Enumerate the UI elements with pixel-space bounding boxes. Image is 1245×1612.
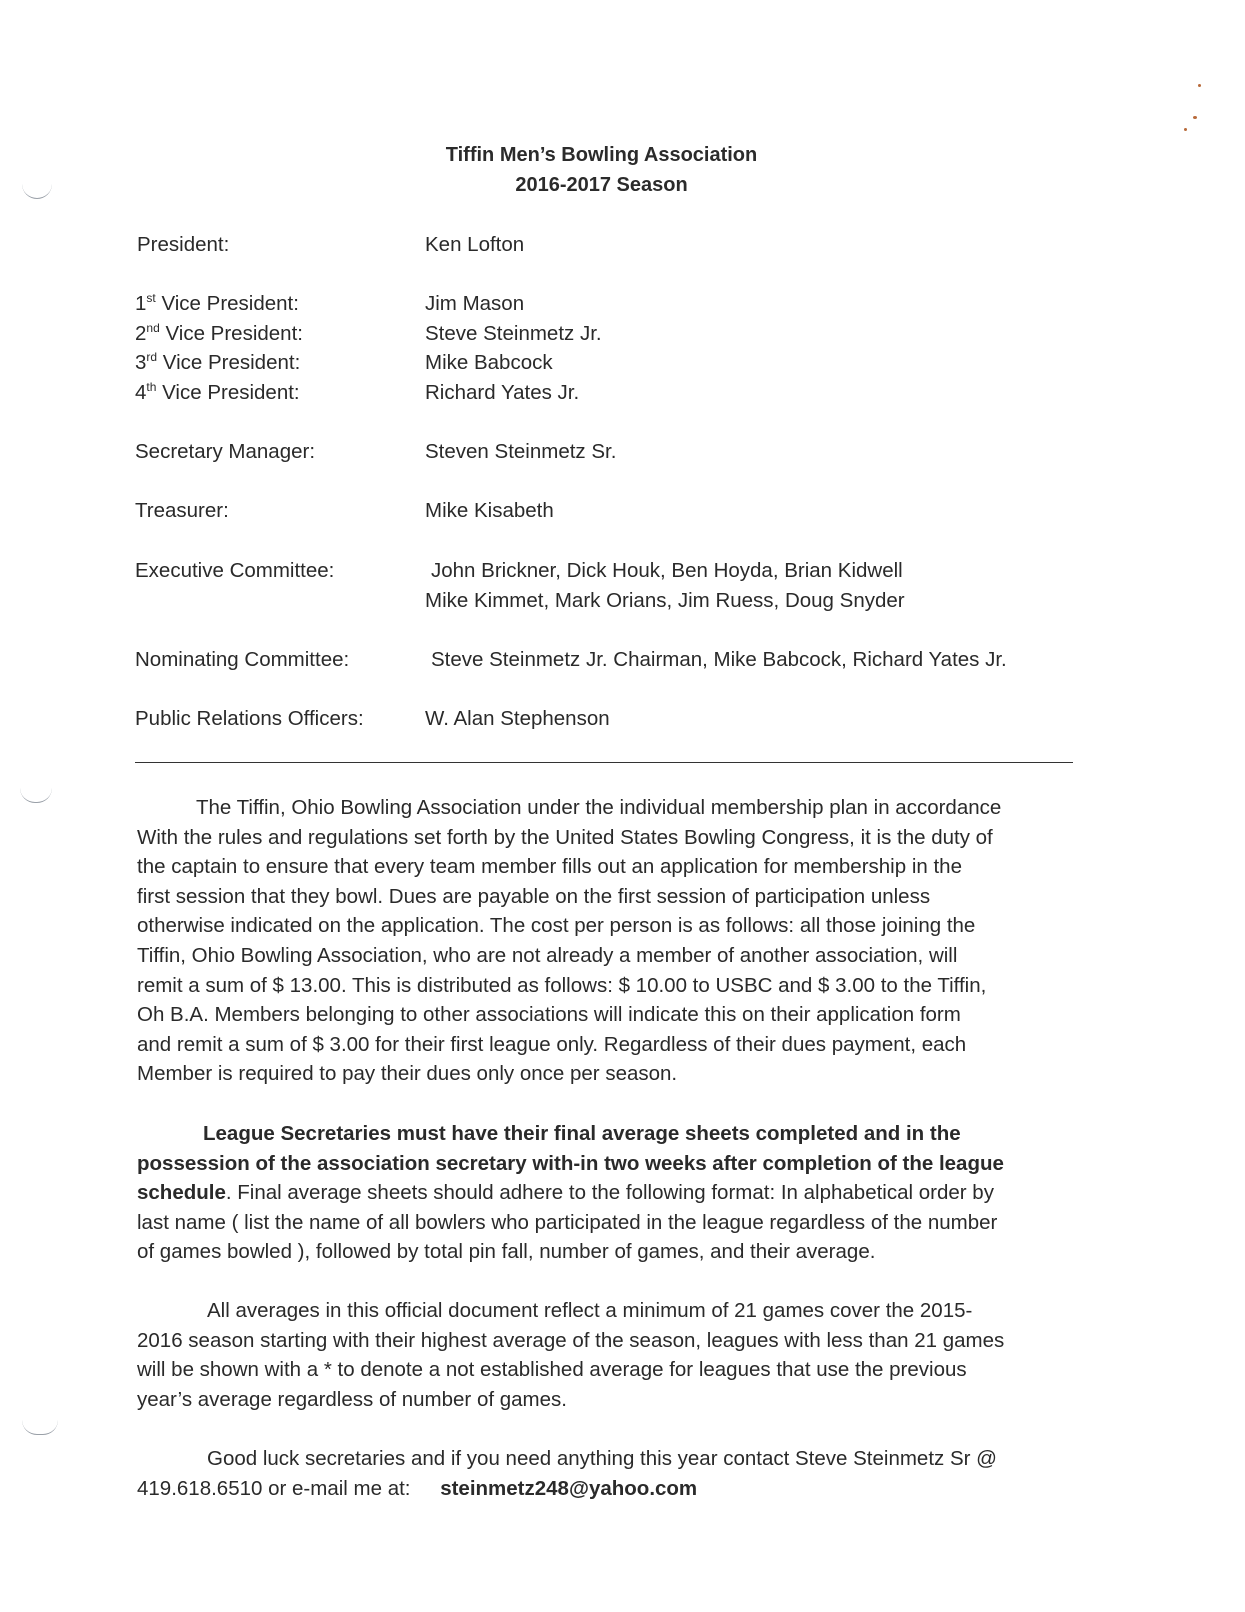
officer-row-vp1: 1st Vice President: Jim Mason xyxy=(135,289,1095,319)
officer-label: Vice President: xyxy=(157,351,301,374)
officer-value: W. Alan Stephenson xyxy=(425,707,610,730)
officer-value: Mike Babcock xyxy=(425,351,553,374)
officer-row-nominating xyxy=(135,645,1095,675)
officer-label: President: xyxy=(137,233,230,256)
secretaries-paragraph: League Secretaries must have their final average sheets completed and in the possession of the association secretary with-in two weeks after completion of the league schedule. Final average sheets should adhere to the following format: In alphabetical order by last name ( list the name of all bowlers who participated in the league regardless of the number of games bowled ), followed by total pin fall, number of games, and their average. xyxy=(137,1122,1004,1264)
officer-value: Steve Steinmetz Jr. xyxy=(425,322,602,345)
membership-paragraph: The Tiffin, Ohio Bowling Association under the individual membership plan in accordance With the rules and regulations set forth by the United States Bowling Congress, it is the duty of the captain to ensure that every team member fills out an application for membership in the first session that they bowl. Dues are payable on the first session of participation unless otherwise indicated on the application. The cost per person is as follows: all those joining the Tiffin, Ohio Bowling Association, who are not already a member of another association, will remit a sum of $ 13.00. This is distributed as follows: $ 10.00 to USBC and $ 3.00 to the Tiffin, Oh B.A. Members belonging to other associations will indicate this on their application form and remit a sum of $ 3.00 for their first league only. Regardless of their dues payment, each Member is required to pay their dues only once per season. xyxy=(137,796,1002,1086)
officer-label: Vice President: xyxy=(156,381,300,404)
officer-label: Treasurer: xyxy=(135,499,229,522)
averages-paragraph: All averages in this official document reflect a minimum of 21 games cover the 2015- 2016 season starting with their highest average of the season, leagues with less than 21 games will be shown with a * to denote a not established average for leagues that use the previous year’s average regardless of number of games. xyxy=(137,1299,1005,1411)
horizontal-divider xyxy=(135,762,1073,763)
officer-value: Richard Yates Jr. xyxy=(425,381,580,404)
officer-row-public-relations xyxy=(135,704,1095,734)
officer-row-vp4: 4th Vice President: Richard Yates Jr. xyxy=(135,378,1095,408)
scan-speck xyxy=(1198,84,1201,87)
officer-label: Public Relations Officers: xyxy=(135,707,364,730)
hole-punch-mark xyxy=(22,1420,58,1435)
scan-speck xyxy=(1193,116,1197,119)
officer-label: Executive Committee: xyxy=(135,559,335,582)
officer-value: Steve Steinmetz Jr. Chairman, Mike Babcock, Richard Yates Jr. xyxy=(431,648,1007,671)
officer-value: Ken Lofton xyxy=(425,233,525,256)
contact-paragraph: Good luck secretaries and if you need anything this year contact Steve Steinmetz Sr @ 419.618.6510 or e-mail me at: steinmetz248@yahoo.com xyxy=(137,1447,997,1500)
officer-row-vp2: 2nd Vice President: Steve Steinmetz Jr. xyxy=(135,319,1095,349)
officer-value: Mike Kisabeth xyxy=(425,499,554,522)
hole-punch-mark xyxy=(20,788,52,803)
officer-value: Jim Mason xyxy=(425,292,525,315)
season-title: 2016-2017 Season xyxy=(515,174,688,196)
officer-label: Vice President: xyxy=(159,322,303,345)
officer-row-executive xyxy=(135,556,1095,615)
officer-value: Steven Steinmetz Sr. xyxy=(425,440,617,463)
officer-value: John Brickner, Dick Houk, Ben Hoyda, Brian Kidwell xyxy=(431,559,903,582)
officer-row-secretary xyxy=(135,437,1095,467)
officer-row-president xyxy=(137,230,1097,260)
officer-value-line2: Mike Kimmet, Mark Orians, Jim Ruess, Doug Snyder xyxy=(425,588,905,612)
email-link[interactable]: steinmetz248@yahoo.com xyxy=(440,1476,698,1500)
officer-row-vp3: 3rd Vice President: Mike Babcock xyxy=(135,348,1095,378)
officer-row-treasurer xyxy=(135,496,1095,526)
scan-speck xyxy=(1184,128,1187,131)
document-title: Tiffin Men’s Bowling Association xyxy=(445,144,758,166)
officer-label: Secretary Manager: xyxy=(135,440,316,463)
officer-label: Vice President: xyxy=(155,292,299,315)
officer-label: Nominating Committee: xyxy=(135,648,350,671)
